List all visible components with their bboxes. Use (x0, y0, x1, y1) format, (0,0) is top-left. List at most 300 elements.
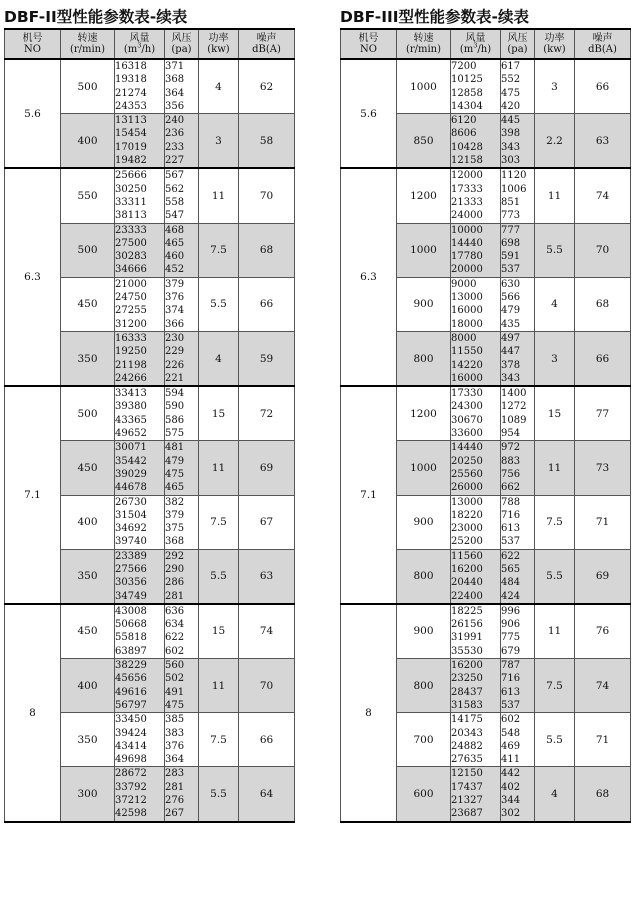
airflow-value: 23687 (451, 808, 483, 820)
airflow-value: 23333 (115, 224, 147, 236)
pressure-value: 547 (165, 210, 185, 222)
airflow-cell (451, 767, 501, 822)
pressure-value: 565 (501, 563, 521, 575)
pressure-value: 236 (165, 128, 185, 140)
pressure-value: 497 (501, 332, 521, 344)
pressure-value: 566 (501, 292, 521, 304)
speed-cell: 800 (397, 331, 451, 386)
airflow-value: 12858 (451, 87, 483, 99)
pressure-value: 376 (165, 292, 185, 304)
speed-cell: 1200 (397, 168, 451, 223)
speed-cell: 400 (61, 495, 115, 549)
power-cell: 15 (199, 604, 239, 659)
pressure-value: 883 (501, 455, 521, 467)
pressure-cell (165, 59, 199, 114)
airflow-value: 14175 (451, 714, 483, 726)
power-cell: 5.5 (199, 549, 239, 604)
airflow-value: 17437 (451, 781, 483, 793)
col-header-pressure: 风压 (pa) (501, 29, 535, 59)
airflow-value: 20440 (451, 577, 483, 589)
noise-cell: 63 (239, 549, 295, 604)
airflow-value: 42598 (115, 808, 147, 820)
airflow-value: 34692 (115, 523, 147, 535)
airflow-unit-exponent: 3 (473, 41, 478, 50)
airflow-value: 30670 (451, 414, 483, 426)
col-header-power: 功率 (kw) (535, 29, 575, 59)
pressure-value: 475 (501, 87, 521, 99)
table-row (5, 168, 295, 223)
pressure-value: 343 (501, 372, 521, 384)
airflow-cell (115, 277, 165, 331)
table-row (5, 386, 295, 441)
pressure-cell (165, 114, 199, 169)
airflow-value: 33600 (451, 428, 483, 440)
pressure-value: 290 (165, 563, 185, 575)
pressure-value: 773 (501, 210, 521, 222)
pressure-value: 484 (501, 577, 521, 589)
power-cell: 15 (535, 386, 575, 441)
airflow-value: 9000 (451, 278, 477, 290)
col-header-no: 机号 NO (5, 29, 61, 59)
noise-cell: 64 (239, 767, 295, 822)
airflow-value: 26000 (451, 482, 483, 494)
power-cell: 4 (199, 59, 239, 114)
pressure-value: 226 (165, 359, 185, 371)
airflow-value: 25560 (451, 468, 483, 480)
machine-no-cell: 7.1 (341, 386, 397, 604)
machine-no-cell: 5.6 (341, 59, 397, 168)
airflow-value: 28672 (115, 768, 147, 780)
airflow-value: 7200 (451, 61, 477, 72)
pressure-cell (165, 223, 199, 277)
pressure-value: 283 (165, 768, 185, 780)
speed-cell: 900 (397, 277, 451, 331)
airflow-value: 34666 (115, 264, 147, 276)
pressure-value: 227 (165, 155, 185, 167)
power-cell: 3 (199, 114, 239, 169)
pressure-value: 594 (165, 388, 185, 400)
pressure-value: 468 (165, 224, 185, 236)
col-header-noise: 噪声 dB(A) (239, 29, 295, 59)
speed-cell: 550 (61, 168, 115, 223)
airflow-value: 27500 (115, 237, 147, 249)
noise-cell: 71 (575, 713, 631, 767)
airflow-value: 27255 (115, 305, 147, 317)
noise-cell: 70 (239, 659, 295, 713)
airflow-cell (115, 59, 165, 114)
speed-cell: 900 (397, 604, 451, 659)
speed-cell: 1000 (397, 223, 451, 277)
noise-cell: 69 (239, 441, 295, 495)
power-cell: 5.5 (535, 223, 575, 277)
pressure-cell (501, 277, 535, 331)
power-cell: 7.5 (199, 495, 239, 549)
airflow-value: 35530 (451, 645, 483, 657)
airflow-value: 23000 (451, 523, 483, 535)
airflow-value: 24266 (115, 372, 147, 384)
pressure-value: 560 (165, 660, 185, 672)
airflow-value: 8000 (451, 332, 477, 344)
airflow-value: 27635 (451, 754, 483, 766)
noise-cell: 70 (575, 223, 631, 277)
airflow-value: 14220 (451, 359, 483, 371)
pressure-value: 292 (165, 550, 185, 562)
airflow-cell (451, 331, 501, 386)
dbf-ii-table (4, 28, 295, 823)
airflow-value: 49616 (115, 686, 147, 698)
airflow-cell (451, 713, 501, 767)
table-row (341, 604, 631, 659)
airflow-value: 16000 (451, 305, 483, 317)
airflow-value: 37212 (115, 795, 147, 807)
pressure-cell (501, 331, 535, 386)
table-row (341, 386, 631, 441)
airflow-unit-exponent: 3 (137, 41, 142, 50)
airflow-value: 21198 (115, 359, 147, 371)
pressure-value: 383 (165, 727, 185, 739)
noise-cell: 58 (239, 114, 295, 169)
dbf-ii-title: DBF-II型性能参数表-续表 (4, 8, 188, 26)
airflow-value: 49698 (115, 754, 147, 766)
pressure-value: 1089 (501, 414, 527, 426)
speed-cell: 350 (61, 549, 115, 604)
airflow-value: 35442 (115, 455, 147, 467)
machine-no-cell: 6.3 (5, 168, 61, 386)
speed-cell: 1000 (397, 441, 451, 495)
power-cell: 2.2 (535, 114, 575, 169)
pressure-value: 1006 (501, 183, 527, 195)
noise-cell: 72 (239, 386, 295, 441)
airflow-value: 30283 (115, 251, 147, 263)
pressure-value: 756 (501, 468, 521, 480)
pressure-cell (501, 604, 535, 659)
pressure-value: 371 (165, 61, 185, 72)
airflow-value: 20000 (451, 264, 483, 276)
pressure-value: 787 (501, 660, 521, 672)
pressure-value: 276 (165, 795, 185, 807)
pressure-value: 1272 (501, 401, 527, 413)
pressure-value: 617 (501, 61, 521, 72)
pressure-value: 548 (501, 727, 521, 739)
airflow-cell (115, 549, 165, 604)
airflow-cell (451, 604, 501, 659)
speed-cell: 800 (397, 659, 451, 713)
power-cell: 4 (535, 767, 575, 822)
pressure-value: 562 (165, 183, 185, 195)
airflow-cell (451, 386, 501, 441)
pressure-value: 636 (165, 605, 185, 617)
pressure-value: 366 (165, 318, 185, 330)
airflow-value: 21333 (451, 196, 483, 208)
airflow-cell (451, 441, 501, 495)
airflow-cell (451, 114, 501, 169)
machine-no-cell: 7.1 (5, 386, 61, 604)
airflow-value: 21274 (115, 87, 147, 99)
airflow-value: 25666 (115, 170, 147, 182)
airflow-cell (115, 713, 165, 767)
pressure-cell (501, 767, 535, 822)
airflow-value: 14304 (451, 100, 483, 112)
airflow-cell (115, 495, 165, 549)
airflow-value: 44678 (115, 482, 147, 494)
pressure-cell (501, 386, 535, 441)
col-header-rpm: 转速 (r/min) (61, 29, 115, 59)
speed-cell: 800 (397, 549, 451, 604)
speed-cell: 400 (61, 659, 115, 713)
airflow-value: 14440 (451, 237, 483, 249)
pressure-cell (165, 767, 199, 822)
pressure-value: 368 (165, 74, 185, 86)
airflow-value: 17780 (451, 251, 483, 263)
power-cell: 11 (199, 168, 239, 223)
airflow-value: 23250 (451, 673, 483, 685)
airflow-value: 16333 (115, 332, 147, 344)
pressure-value: 229 (165, 346, 185, 358)
power-cell: 11 (535, 441, 575, 495)
airflow-cell (451, 168, 501, 223)
pressure-value: 502 (165, 673, 185, 685)
noise-cell: 69 (575, 549, 631, 604)
airflow-value: 17333 (451, 183, 483, 195)
speed-cell: 900 (397, 495, 451, 549)
pressure-value: 775 (501, 632, 521, 644)
airflow-value: 12000 (451, 170, 483, 182)
pressure-value: 851 (501, 196, 521, 208)
pressure-value: 374 (165, 305, 185, 317)
airflow-value: 24300 (451, 401, 483, 413)
airflow-value: 16000 (451, 372, 483, 384)
noise-cell: 68 (575, 767, 631, 822)
speed-cell: 500 (61, 223, 115, 277)
pressure-value: 378 (501, 359, 521, 371)
airflow-value: 43414 (115, 740, 147, 752)
speed-cell: 450 (61, 604, 115, 659)
dbf-iii-table (340, 28, 631, 823)
airflow-value: 50668 (115, 619, 147, 631)
airflow-value: 13000 (451, 292, 483, 304)
pressure-value: 382 (165, 496, 185, 508)
pressure-cell (165, 441, 199, 495)
speed-cell: 850 (397, 114, 451, 169)
noise-cell: 66 (239, 277, 295, 331)
pressure-value: 442 (501, 768, 521, 780)
pressure-value: 364 (165, 87, 185, 99)
noise-cell: 77 (575, 386, 631, 441)
pressure-value: 343 (501, 141, 521, 153)
pressure-value: 558 (165, 196, 185, 208)
col-header-airflow: 风量 $(m^3/h)$ (451, 29, 501, 59)
power-cell: 5.5 (199, 767, 239, 822)
power-cell: 7.5 (535, 495, 575, 549)
pressure-value: 398 (501, 128, 521, 140)
speed-cell: 500 (61, 59, 115, 114)
airflow-value: 31504 (115, 509, 147, 521)
airflow-value: 6120 (451, 115, 477, 127)
airflow-value: 45656 (115, 673, 147, 685)
noise-cell: 66 (239, 713, 295, 767)
airflow-cell (451, 59, 501, 114)
pressure-value: 679 (501, 645, 521, 657)
speed-cell: 1000 (397, 59, 451, 114)
pressure-value: 368 (165, 536, 185, 548)
pressure-cell (501, 659, 535, 713)
pressure-value: 469 (501, 740, 521, 752)
pressure-value: 375 (165, 523, 185, 535)
airflow-value: 49652 (115, 428, 147, 440)
airflow-value: 56797 (115, 699, 147, 711)
pressure-value: 788 (501, 496, 521, 508)
speed-cell: 450 (61, 277, 115, 331)
speed-cell: 450 (61, 441, 115, 495)
pressure-value: 1120 (501, 170, 527, 182)
noise-cell: 59 (239, 331, 295, 386)
machine-no-cell: 5.6 (5, 59, 61, 168)
noise-cell: 67 (239, 495, 295, 549)
airflow-value: 33413 (115, 388, 147, 400)
power-cell: 11 (535, 168, 575, 223)
pressure-cell (501, 713, 535, 767)
speed-cell: 500 (61, 386, 115, 441)
airflow-value: 24000 (451, 210, 483, 222)
pressure-value: 716 (501, 673, 521, 685)
airflow-value: 13000 (451, 496, 483, 508)
airflow-value: 10428 (451, 141, 483, 153)
power-cell: 11 (535, 604, 575, 659)
pressure-cell (165, 713, 199, 767)
pressure-value: 591 (501, 251, 521, 263)
col-header-noise: 噪声 dB(A) (575, 29, 631, 59)
power-cell: 7.5 (199, 223, 239, 277)
airflow-value: 16200 (451, 660, 483, 672)
pressure-value: 622 (165, 632, 185, 644)
table-row (5, 604, 295, 659)
pressure-value: 698 (501, 237, 521, 249)
pressure-value: 613 (501, 523, 521, 535)
pressure-value: 364 (165, 754, 185, 766)
speed-cell: 400 (61, 114, 115, 169)
table-row (5, 59, 295, 114)
power-cell: 7.5 (199, 713, 239, 767)
machine-no-cell: 6.3 (341, 168, 397, 386)
airflow-value: 28437 (451, 686, 483, 698)
airflow-value: 15454 (115, 128, 147, 140)
airflow-value: 22400 (451, 590, 483, 602)
speed-cell: 300 (61, 767, 115, 822)
pressure-value: 590 (165, 401, 185, 413)
pressure-value: 475 (165, 699, 185, 711)
airflow-value: 31583 (451, 699, 483, 711)
noise-cell: 63 (575, 114, 631, 169)
airflow-cell (115, 604, 165, 659)
airflow-value: 30356 (115, 577, 147, 589)
pressure-value: 445 (501, 115, 521, 127)
airflow-value: 16200 (451, 563, 483, 575)
pressure-cell (501, 495, 535, 549)
pressure-value: 447 (501, 346, 521, 358)
pressure-value: 465 (165, 237, 185, 249)
pressure-value: 622 (501, 550, 521, 562)
airflow-value: 55818 (115, 632, 147, 644)
noise-cell: 76 (575, 604, 631, 659)
pressure-value: 602 (501, 714, 521, 726)
pressure-value: 233 (165, 141, 185, 153)
pressure-value: 537 (501, 699, 521, 711)
dbf-ii-panel (4, 6, 294, 823)
pressure-value: 302 (501, 808, 521, 820)
noise-cell: 71 (575, 495, 631, 549)
noise-cell: 66 (575, 331, 631, 386)
pressure-value: 303 (501, 155, 521, 167)
airflow-value: 16318 (115, 61, 147, 72)
airflow-value: 24882 (451, 740, 483, 752)
pressure-cell (501, 59, 535, 114)
airflow-value: 21327 (451, 795, 483, 807)
pressure-value: 379 (165, 278, 185, 290)
airflow-cell (451, 277, 501, 331)
col-header-rpm: 转速 (r/min) (397, 29, 451, 59)
pressure-value: 996 (501, 605, 521, 617)
airflow-value: 30071 (115, 442, 147, 454)
dbf-iii-title: DBF-III型性能参数表-续表 (340, 8, 529, 26)
airflow-value: 10125 (451, 74, 483, 86)
pressure-value: 376 (165, 740, 185, 752)
pressure-cell (501, 168, 535, 223)
pressure-value: 356 (165, 100, 185, 112)
airflow-value: 26156 (451, 619, 483, 631)
pressure-value: 972 (501, 442, 521, 454)
power-cell: 3 (535, 331, 575, 386)
airflow-cell (451, 549, 501, 604)
airflow-value: 14440 (451, 442, 483, 454)
airflow-value: 39029 (115, 468, 147, 480)
power-cell: 11 (199, 441, 239, 495)
airflow-value: 12150 (451, 768, 483, 780)
pressure-value: 420 (501, 100, 521, 112)
airflow-value: 20343 (451, 727, 483, 739)
pressure-value: 481 (165, 442, 185, 454)
power-cell: 3 (535, 59, 575, 114)
airflow-value: 30250 (115, 183, 147, 195)
pressure-value: 575 (165, 428, 185, 440)
airflow-unit: $(m^3/h)$ (123, 41, 156, 55)
pressure-value: 424 (501, 590, 521, 602)
dbf-ii-body (5, 59, 295, 822)
airflow-value: 18000 (451, 318, 483, 330)
pressure-value: 379 (165, 509, 185, 521)
pressure-value: 240 (165, 115, 185, 127)
pressure-value: 479 (501, 305, 521, 317)
power-cell: 4 (535, 277, 575, 331)
noise-cell: 68 (239, 223, 295, 277)
airflow-value: 21000 (115, 278, 147, 290)
pressure-cell (501, 549, 535, 604)
airflow-value: 31991 (451, 632, 483, 644)
noise-cell: 68 (575, 277, 631, 331)
airflow-value: 17330 (451, 388, 483, 400)
pressure-value: 460 (165, 251, 185, 263)
pressure-value: 479 (165, 455, 185, 467)
pressure-value: 286 (165, 577, 185, 589)
airflow-value: 17019 (115, 141, 147, 153)
airflow-value: 63897 (115, 645, 147, 657)
airflow-cell (115, 114, 165, 169)
airflow-value: 13113 (115, 115, 147, 127)
airflow-cell (115, 386, 165, 441)
airflow-value: 26730 (115, 496, 147, 508)
pressure-value: 281 (165, 781, 185, 793)
airflow-cell (115, 659, 165, 713)
pressure-value: 662 (501, 482, 521, 494)
